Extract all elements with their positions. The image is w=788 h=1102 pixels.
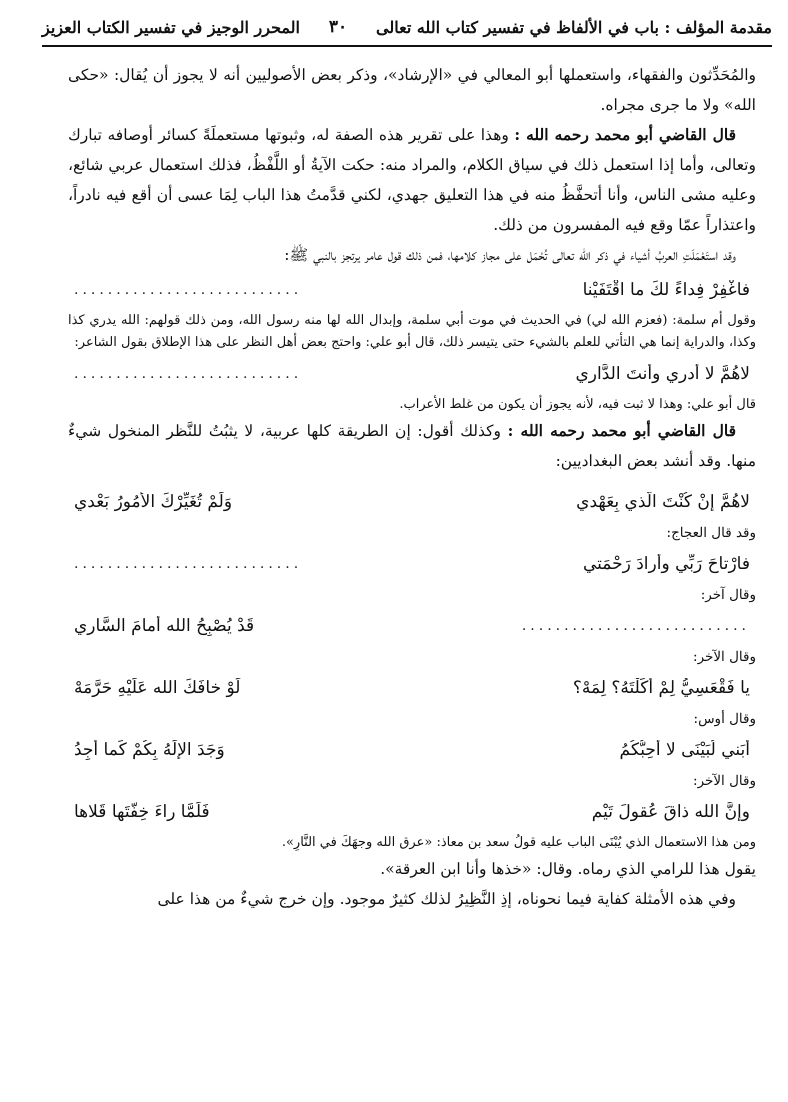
intro-ajjaj: وقد قال العجاج: bbox=[666, 525, 756, 541]
paragraph-6 bbox=[68, 416, 756, 476]
verse-6 bbox=[68, 668, 756, 708]
verse-7 bbox=[68, 730, 756, 770]
verse-7-first-hemistich: أَبَني لُبَيْنَى لا أُحِبُّكُمُ bbox=[619, 740, 750, 760]
verse-7-second-hemistich: وَجَدَ الإلَهُ بِكُمْ كَما أَجِدُ bbox=[74, 740, 225, 760]
verse-2 bbox=[68, 354, 756, 394]
verse-8-first-hemistich: وإنَّ الله ذاقَ عُقولَ تَيْمٍ bbox=[591, 802, 750, 822]
paragraph-6-text: وكذلك أقول: إن الطريقة كلها عربية، لا يثبُتُ للنَّظر المنخول شيءٌ منها. وقد أنشد بعض البغداديين: bbox=[68, 422, 756, 470]
verse-6-first-hemistich: يا فَقْعَسِيُّ لِمْ أكَلْتَهُ؟ لِمَهْ؟ bbox=[572, 678, 750, 698]
verse-6-second-hemistich: لَوْ خافَكَ الله عَلَيْهِ حَرَّمَهْ bbox=[74, 678, 241, 698]
paragraph-1: والمُحَدِّثون والفقهاء، واستعملها أبو المعالي في «الإرشاد»، وذكر بعض الأصوليين أنه لا يجوز أن يُقال: «حكى الله» ولا ما جرى مجراه. bbox=[68, 66, 756, 114]
paragraph-7: ومن هذا الاستعمال الذي يُبْنَى الباب عليه قولُ سعد بن معاذ: «عرق الله وجهَكَ في النَّارِ». bbox=[281, 835, 756, 850]
verse-5-first-hemistich: ........................... bbox=[521, 618, 750, 634]
page-body bbox=[68, 60, 756, 914]
verse-4-second-hemistich: ........................... bbox=[74, 556, 303, 572]
verse-3-second-hemistich: وَلَمْ تُغَيِّرْكَ الأمُورُ بَعْدي bbox=[74, 492, 233, 512]
intro-aws: وقال أوس: bbox=[693, 711, 756, 727]
intro-another-3: وقال الآخر: bbox=[693, 773, 756, 789]
paragraph-2-text: وهذا على تقرير هذه الصفة له، وثبوتها مستعملَةً كسائر أوصافه تبارك وتعالى، وأما إذا استعمل ذلك في سياق الكلام، والمراد منه: حكت الآيةُ أو اللَّفْظُ، فذلك استعمال عربي شائع، وعليه مشى الناس، وأنا أتحفَّظُ منه في هذا التعليق جهدي، لكني قدَّمتُ هذا الباب لِمَا عسى أن أقع فيه نادراً، واعتذاراً عمّا وقع فيه المفسرون من ذلك. bbox=[68, 126, 756, 234]
page-header bbox=[42, 12, 772, 42]
header-chapter-title: مقدمة المؤلف : باب في الألفاظ في تفسير كتاب الله تعالى bbox=[376, 17, 772, 37]
qadi-heading-2: قال القاضي أبو محمد رحمه الله : bbox=[507, 421, 736, 440]
intro-another-1: وقال آخر: bbox=[700, 587, 756, 603]
verse-8-second-hemistich: فَلَمَّا راءَ خِفَّتَها قَلاها bbox=[74, 802, 210, 822]
verse-1-second-hemistich: ........................... bbox=[74, 282, 303, 298]
verse-4-first-hemistich: فارْتاحَ رَبِّي وأرادَ رَحْمَتي bbox=[582, 554, 750, 574]
verse-8 bbox=[68, 792, 756, 832]
header-book-title: المحرر الوجيز في تفسير الكتاب العزيز bbox=[42, 17, 300, 37]
verse-2-second-hemistich: ........................... bbox=[74, 366, 303, 382]
verse-3-first-hemistich: لاهُمَّ إنْ كُنْتَ الَّذي بِعَهْدي bbox=[576, 492, 750, 512]
verse-3 bbox=[68, 482, 756, 522]
qadi-heading: قال القاضي أبو محمد رحمه الله : bbox=[514, 125, 736, 144]
verse-4 bbox=[68, 544, 756, 584]
paragraph-5: قال أبو علي: وهذا لا ثبت فيه، لأنه يجوز أن يكون من غلط الأعراب. bbox=[399, 397, 756, 412]
page-number: ٣٠ bbox=[328, 17, 348, 37]
verse-2-first-hemistich: لاهُمَّ لا أدري وأَنتَ الدَّاري bbox=[575, 364, 750, 384]
verse-5-second-hemistich: قَدْ يُصْبِحُ الله أمامَ السَّاري bbox=[74, 616, 255, 636]
verse-5 bbox=[68, 606, 756, 646]
paragraph-3: وقد استَعْمَلَتِ العربُ أشياء في ذكر الله تعالى تُحْمَل على مجاز كلامها، فمن ذلك قول عامر يرتجز بالنبي ﷺ: bbox=[284, 246, 736, 264]
verse-1 bbox=[68, 270, 756, 310]
intro-another-2: وقال الآخر: bbox=[693, 649, 756, 665]
header-rule bbox=[42, 45, 772, 47]
paragraph-8: يقول هذا للرامي الذي رماه. وقال: «خذها وأنا ابن العرقة». bbox=[380, 860, 756, 878]
paragraph-9: وفي هذه الأمثلة كفاية فيما نحوناه، إذِ النَّظِيرُ لذلك كثيرٌ موجود. وإن خرج شيءٌ من هذا على bbox=[157, 890, 736, 908]
verse-1-first-hemistich: فاغْفِرْ فِداءً لكَ ما اقْتَفَيْنا bbox=[582, 280, 750, 300]
paragraph-4: وقول أم سلمة: (فعزم الله لي) في الحديث في موت أبي سلمة، وإبدال الله لها منه رسول الله، ومن ذلك قولهم: الله يدري كذا وكذا، والدراية إنما هي التأتي للعلم بالشيء حتى يتيسر ذلك، قال أبو علي: واحتج بعض أهل النظر على هذا الإطلاق بقول الشاعر: bbox=[68, 313, 756, 350]
paragraph-2 bbox=[68, 120, 756, 240]
